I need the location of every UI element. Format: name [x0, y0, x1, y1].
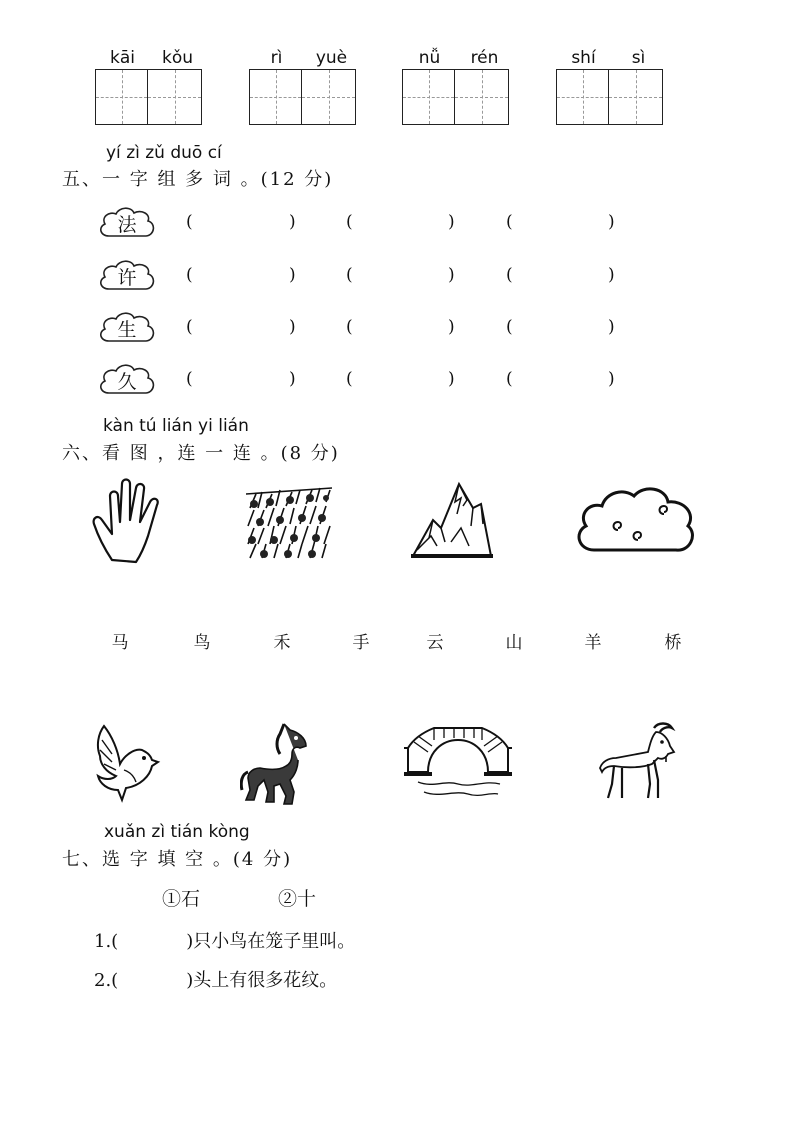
- section5-title: 五、一 字 组 多 词 。(12 分): [62, 169, 334, 190]
- writing-box[interactable]: [402, 69, 455, 125]
- paren-open: (: [346, 317, 353, 337]
- section7-title: 七、选 字 填 空 。(4 分): [62, 849, 293, 870]
- writing-pair: [402, 48, 512, 128]
- match-char[interactable]: 手: [352, 633, 370, 653]
- pinyin: shí: [571, 48, 596, 68]
- paren-open: (: [346, 265, 353, 285]
- cloud-char-box: [97, 309, 157, 347]
- base-char: 生: [117, 319, 137, 341]
- writing-box[interactable]: [95, 69, 148, 125]
- paren-close: ): [448, 265, 455, 285]
- section6-pinyin: kàn tú lián yi lián: [103, 416, 249, 436]
- pinyin: kāi: [110, 48, 135, 68]
- writing-box[interactable]: [556, 69, 609, 125]
- cloud-char-box: [97, 257, 157, 295]
- paren-open: (: [186, 317, 193, 337]
- paren-open: (: [186, 265, 193, 285]
- question-text: )头上有很多花纹。: [186, 970, 338, 991]
- rice-field-image: [246, 482, 332, 560]
- writing-box[interactable]: [302, 69, 356, 125]
- question-1: [94, 927, 355, 953]
- match-char[interactable]: 桥: [664, 633, 682, 653]
- cloud-image: [572, 484, 700, 556]
- paren-close: ): [289, 212, 296, 232]
- paren-close: ): [289, 369, 296, 389]
- match-char[interactable]: 禾: [273, 633, 291, 653]
- hand-image: [90, 478, 170, 564]
- paren-close: ): [289, 265, 296, 285]
- base-char: 法: [117, 214, 137, 236]
- section7-pinyin: xuǎn zì tián kòng: [104, 822, 250, 842]
- writing-pair: [249, 48, 359, 128]
- pinyin: sì: [631, 48, 646, 68]
- paren-open: (: [186, 369, 193, 389]
- question-text: )只小鸟在笼子里叫。: [186, 931, 356, 952]
- paren-close: ): [448, 317, 455, 337]
- writing-pair: [556, 48, 666, 128]
- match-char[interactable]: 马: [111, 633, 129, 653]
- bird-image: [94, 720, 162, 804]
- match-char[interactable]: 鸟: [193, 633, 211, 653]
- paren-close: ): [608, 212, 615, 232]
- cloud-char-box: [97, 361, 157, 399]
- writing-box[interactable]: [148, 69, 202, 125]
- paren-close: ): [448, 212, 455, 232]
- section5-pinyin: yí zì zǔ duō cí: [106, 143, 222, 163]
- match-char[interactable]: 山: [505, 633, 523, 653]
- match-char[interactable]: 羊: [584, 633, 602, 653]
- paren-close: ): [608, 265, 615, 285]
- pinyin: rì: [270, 48, 283, 68]
- cloud-char-box: [97, 204, 157, 242]
- base-char: 久: [117, 371, 137, 393]
- paren-open: (: [346, 369, 353, 389]
- writing-box[interactable]: [455, 69, 509, 125]
- pinyin: rén: [470, 48, 499, 68]
- option-2: ②十: [278, 888, 317, 910]
- writing-box[interactable]: [249, 69, 302, 125]
- option-1: ①石: [162, 888, 201, 910]
- mountain-image: [411, 480, 493, 558]
- base-char: 许: [117, 267, 137, 289]
- pinyin: nǚ: [418, 48, 441, 68]
- writing-pair: [95, 48, 205, 128]
- pinyin: yuè: [315, 48, 348, 68]
- section6-title: 六、看 图 ，连 一 连 。(8 分): [62, 443, 340, 464]
- paren-open: (: [506, 317, 513, 337]
- paren-open: (: [506, 265, 513, 285]
- paren-open: (: [346, 212, 353, 232]
- writing-box[interactable]: [609, 69, 663, 125]
- paren-close: ): [608, 369, 615, 389]
- pinyin: kǒu: [161, 48, 194, 68]
- bridge-image: [404, 718, 512, 802]
- goat-image: [596, 718, 680, 802]
- horse-image: [240, 720, 314, 806]
- question-2: [94, 966, 337, 992]
- paren-open: (: [506, 369, 513, 389]
- question-prefix: 2.(: [94, 970, 119, 991]
- paren-close: ): [289, 317, 296, 337]
- match-char[interactable]: 云: [426, 633, 444, 653]
- question-prefix: 1.(: [94, 931, 119, 952]
- paren-open: (: [186, 212, 193, 232]
- paren-close: ): [608, 317, 615, 337]
- paren-close: ): [448, 369, 455, 389]
- paren-open: (: [506, 212, 513, 232]
